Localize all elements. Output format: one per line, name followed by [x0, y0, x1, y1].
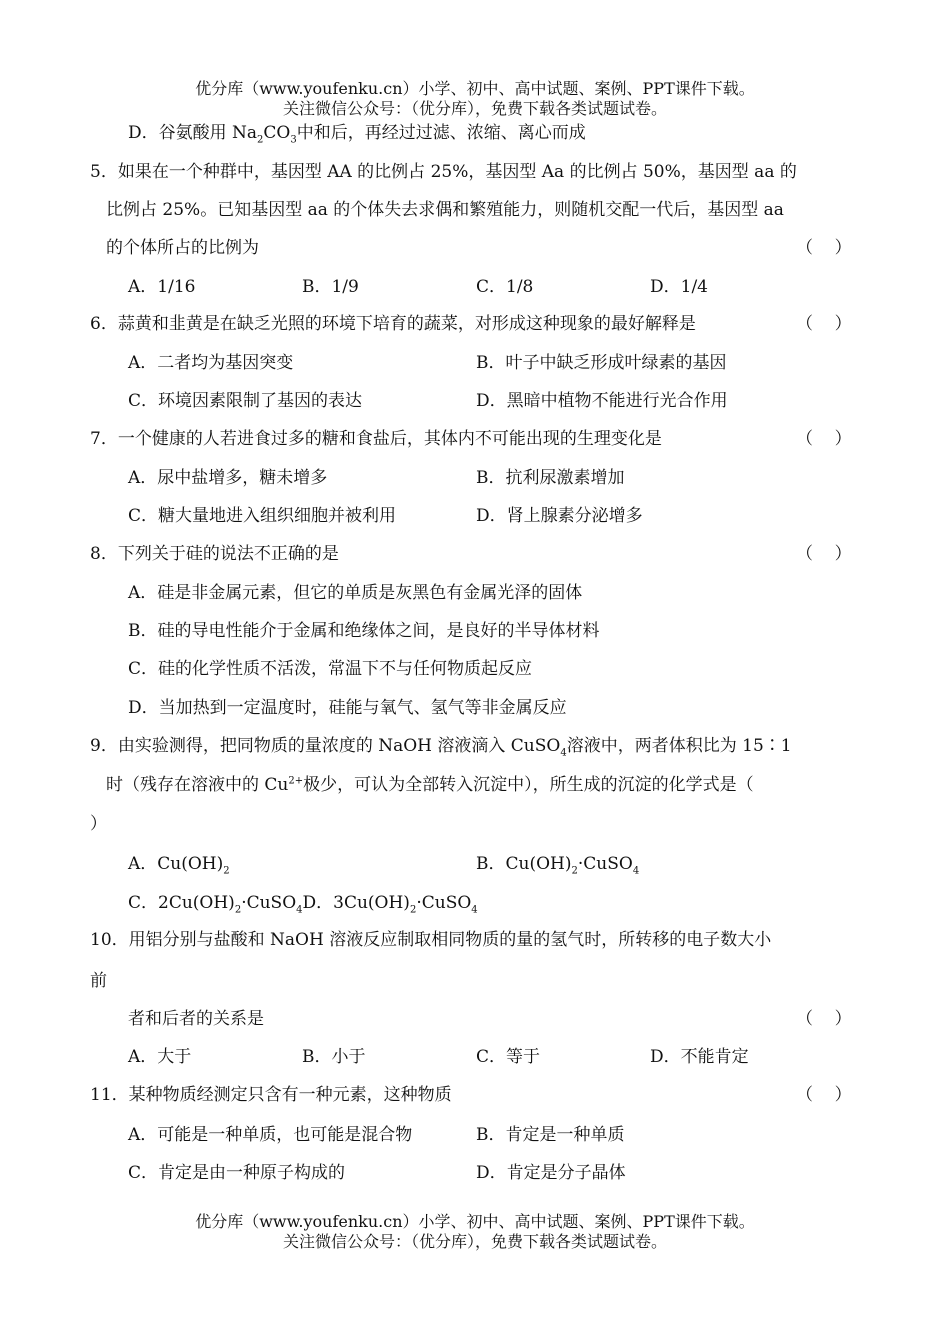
q11-option-c: C．肯定是由一种原子构成的: [128, 1163, 346, 1183]
q8-option-d: D．当加热到一定温度时，硅能与氧气、氢气等非金属反应: [128, 698, 567, 718]
q6-option-a: A．二者均为基因突变: [128, 353, 294, 373]
q7-option-a: A．尿中盐增多，糖未增多: [128, 468, 328, 488]
header-line-2: 关注微信公众号：（优分库），免费下载各类试题试卷。: [282, 99, 667, 118]
q11-option-d: D．肯定是分子晶体: [476, 1163, 626, 1183]
q5-stem-line-2: 比例占 25%。已知基因型 aa 的个体失去求偶和繁殖能力，则随机交配一代后，基因型 aa: [106, 200, 784, 220]
q9-option-a: A．$Cu(OH)_2$: [128, 854, 230, 877]
q6-option-b: B．叶子中缺乏形成叶绿素的基因: [476, 353, 727, 373]
q11-option-b: B．肯定是一种单质: [476, 1125, 625, 1145]
q10-option-d: D．不能肯定: [650, 1047, 749, 1067]
q8-option-a: A．硅是非金属元素，但它的单质是灰黑色有金属光泽的固体: [128, 583, 583, 603]
q5-stem-line-3: 的个体所占的比例为: [106, 238, 259, 258]
q9-options-c-d: [128, 892, 478, 914]
q9-option-c: C．$2Cu(OH)_2\cdot CuSO_4$: [128, 893, 303, 916]
q6-answer-paren: （ ）: [796, 314, 852, 334]
q5-option-c: C．1/8: [476, 277, 534, 297]
q4-option-d: D．谷氨酸用 $Na_2CO_3$中和后，再经过过滤、浓缩、离心而成: [128, 123, 586, 146]
q7-answer-paren: （ ）: [796, 429, 852, 449]
q10-option-a: A．大于: [128, 1047, 192, 1067]
q11-answer-paren: （ ）: [796, 1085, 852, 1105]
q5-option-d: D．1/4: [650, 277, 708, 297]
q9-stem-line-3: ）: [90, 814, 107, 834]
q8-answer-paren: （ ）: [796, 544, 852, 564]
q11-stem: 11．某种物质经测定只含有一种元素，这种物质: [90, 1085, 452, 1105]
q9-stem-line-1: 9．由实验测得，把同物质的量浓度的 NaOH 溶液滴入 CuSO$_4$溶液中，两者体积比为 15∶1: [90, 736, 792, 759]
q7-option-c: C．糖大量地进入组织细胞并被利用: [128, 506, 397, 526]
q9-option-d: D．$3Cu(OH)_2\cdot CuSO_4$: [302, 893, 478, 916]
footer-line-1: 优分库（www.youfenku.cn）小学、初中、高中试题、案例、PPT课件下载。: [195, 1212, 755, 1231]
footer-line-2: 关注微信公众号：（优分库），免费下载各类试题试卷。: [282, 1232, 667, 1251]
q9-stem-line-2: 时（残存在溶液中的 $Cu^{2+}$极少，可认为全部转入沉淀中），所生成的沉淀的化学式是（: [106, 775, 754, 795]
q6-option-d: D．黑暗中植物不能进行光合作用: [476, 391, 728, 411]
q5-option-a: A．1/16: [128, 277, 196, 297]
q11-option-a: A．可能是一种单质，也可能是混合物: [128, 1125, 413, 1145]
q7-option-d: D．肾上腺素分泌增多: [476, 506, 643, 526]
q7-option-b: B．抗利尿激素增加: [476, 468, 625, 488]
q10-stem-line-3: 者和后者的关系是: [128, 1009, 264, 1029]
q8-option-b: B．硅的导电性能介于金属和绝缘体之间，是良好的半导体材料: [128, 621, 600, 641]
q6-stem: 6．蒜黄和韭黄是在缺乏光照的环境下培育的蔬菜，对形成这种现象的最好解释是: [90, 314, 696, 334]
q9-option-b: B．$Cu(OH)_2\cdot CuSO_4$: [476, 854, 640, 877]
q10-stem-line-2: 前: [90, 971, 107, 991]
q10-option-c: C．等于: [476, 1047, 541, 1067]
q5-stem-line-1: 5．如果在一个种群中，基因型 AA 的比例占 25%，基因型 Aa 的比例占 50%，基因型 aa 的: [90, 162, 797, 182]
q7-stem: 7．一个健康的人若进食过多的糖和食盐后，其体内不可能出现的生理变化是: [90, 429, 662, 449]
q5-answer-paren: （ ）: [796, 238, 852, 258]
q10-option-b: B．小于: [302, 1047, 366, 1067]
q6-option-c: C．环境因素限制了基因的表达: [128, 391, 363, 411]
header-line-1: 优分库（www.youfenku.cn）小学、初中、高中试题、案例、PPT课件下载。: [195, 79, 755, 98]
q8-stem: 8．下列关于硅的说法不正确的是: [90, 544, 339, 564]
q10-stem-line-1: 10．用铝分别与盐酸和 NaOH 溶液反应制取相同物质的量的氢气时，所转移的电子数大小: [90, 930, 772, 950]
q5-option-b: B．1/9: [302, 277, 359, 297]
q8-option-c: C．硅的化学性质不活泼，常温下不与任何物质起反应: [128, 659, 533, 679]
q10-answer-paren: （ ）: [796, 1009, 852, 1029]
